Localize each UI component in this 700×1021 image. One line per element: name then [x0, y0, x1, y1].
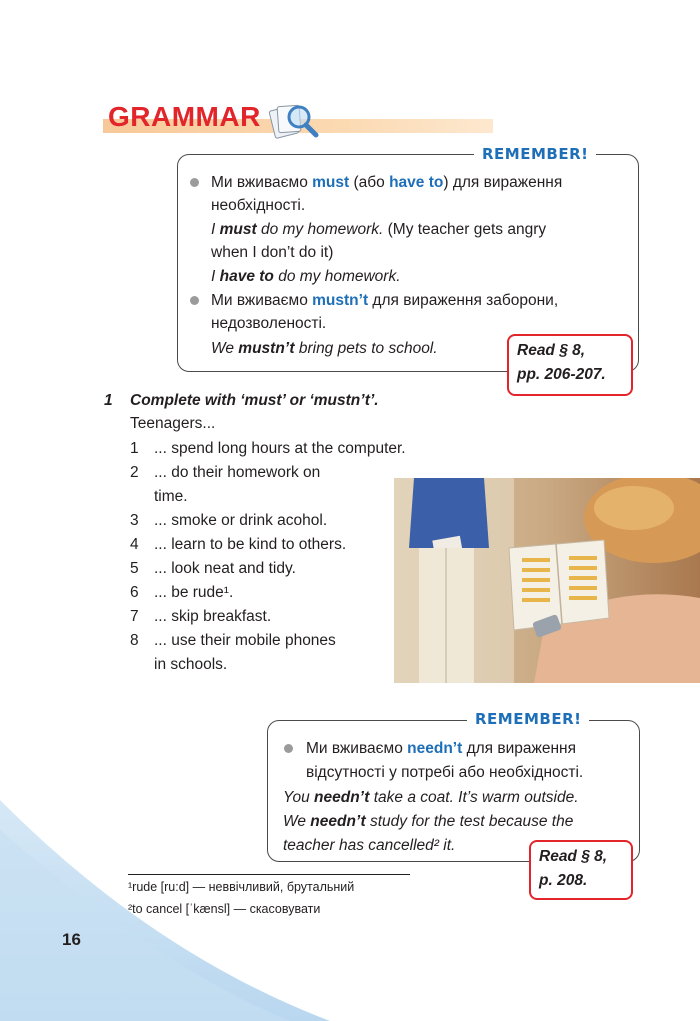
rule-mustnt-cont: недозволеності.	[211, 315, 327, 332]
example-neednt-coat: You needn’t take a coat. It’s warm outside.	[283, 789, 579, 806]
footnote-divider	[128, 874, 410, 875]
read-reference-box: Read § 8, pp. 206-207.	[507, 334, 633, 396]
rule-must: Ми вживаємо must (або have to) для вираження	[211, 174, 563, 191]
rule-neednt-cont: відсутності у потребі або необхідності.	[306, 764, 584, 781]
classroom-photo	[394, 478, 700, 683]
example-must-cont: when I don’t do it)	[211, 244, 334, 261]
exercise-item: time.	[154, 488, 188, 505]
example-mustnt: We mustn’t bring pets to school.	[211, 340, 438, 357]
remember-label: REMEMBER!	[474, 145, 596, 163]
example-neednt-study: We needn’t study for the test because the	[283, 813, 574, 830]
footnote-cancel: ²to cancel [ˈkænsl] — скасовувати	[128, 902, 321, 916]
example-neednt-study-cont: teacher has cancelled² it.	[283, 837, 456, 854]
magnifier-paper-icon	[266, 100, 322, 140]
rule-mustnt: Ми вживаємо mustn’t для вираження заборони,	[211, 292, 559, 309]
example-have-to: I have to do my homework.	[211, 268, 401, 285]
rule-must-cont: необхідності.	[211, 197, 306, 214]
exercise-item: 4 ... learn to be kind to others.	[130, 536, 347, 553]
footnote-rude: ¹rude [ru:d] — неввічливий, брутальний	[128, 880, 355, 894]
bullet-point	[190, 296, 199, 305]
example-must: I must do my homework. (My teacher gets angry	[211, 221, 547, 238]
exercise-item: 7 ... skip breakfast.	[130, 608, 272, 625]
bullet-point	[284, 744, 293, 753]
rule-neednt: Ми вживаємо needn’t для вираження	[306, 740, 576, 757]
bullet-point	[190, 178, 199, 187]
page-number: 16	[62, 930, 81, 949]
remember-label: REMEMBER!	[467, 710, 589, 728]
exercise-item: 8 ... use their mobile phones	[130, 632, 336, 649]
exercise-intro: Teenagers...	[130, 415, 216, 432]
exercise-item: 6 ... be rude¹.	[130, 584, 234, 601]
exercise-number: 1	[104, 392, 113, 409]
read-reference-box: Read § 8, p. 208.	[529, 840, 633, 900]
exercise-item: 2 ... do their homework on	[130, 464, 321, 481]
exercise-instruction: Complete with ‘must’ or ‘mustn’t’.	[130, 392, 379, 409]
exercise-item: 1 ... spend long hours at the computer.	[130, 440, 406, 457]
exercise-item: 3 ... smoke or drink acohol.	[130, 512, 328, 529]
grammar-title: GRAMMAR	[108, 101, 261, 132]
exercise-item: in schools.	[154, 656, 228, 673]
exercise-item: 5 ... look neat and tidy.	[130, 560, 296, 577]
